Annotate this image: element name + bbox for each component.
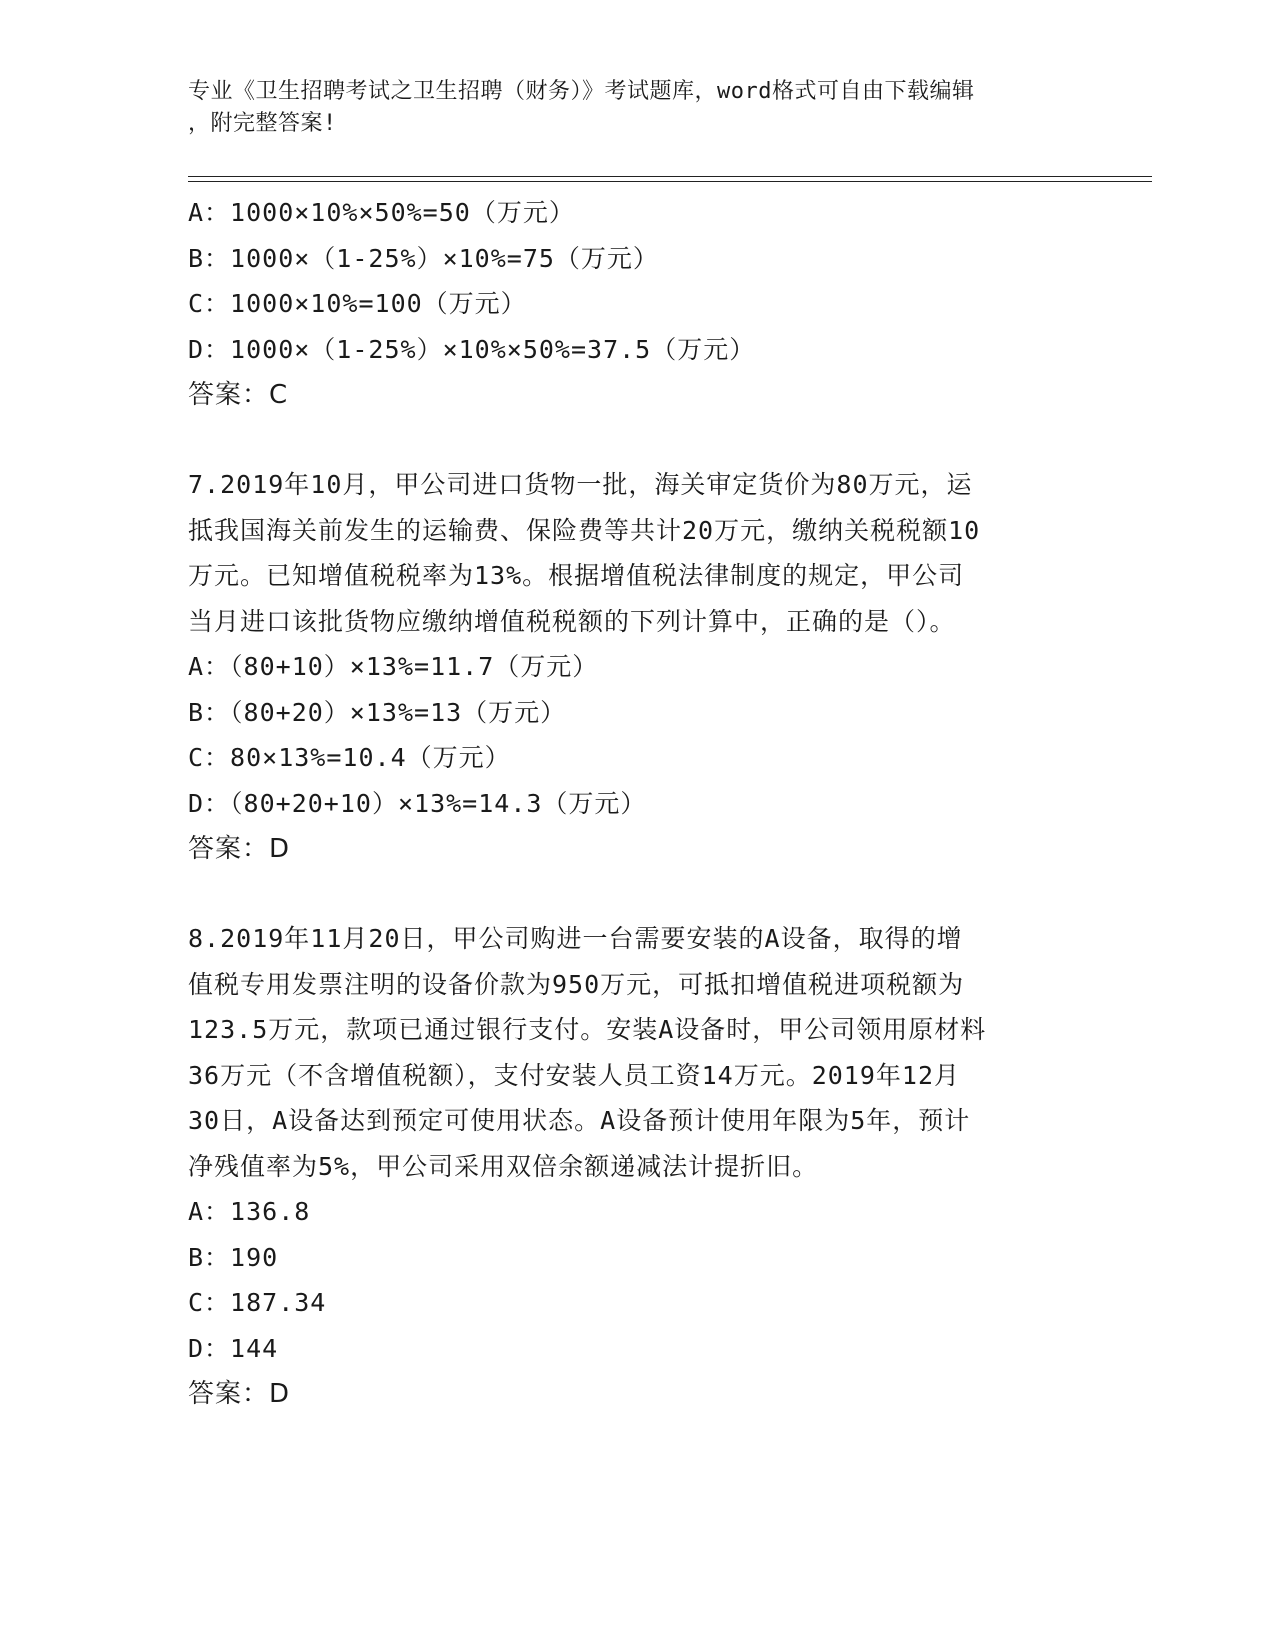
question-7 bbox=[188, 462, 1088, 872]
question-6 bbox=[188, 190, 1088, 418]
document-body bbox=[188, 190, 1088, 1417]
document-header bbox=[188, 76, 1068, 140]
header-divider-bottom bbox=[188, 181, 1152, 182]
header-line-1: 专业《卫生招聘考试之卫生招聘（财务）》考试题库，word格式可自由下载编辑 bbox=[188, 79, 975, 104]
option-b: B：1000×（1-25%）×10%=75（万元） bbox=[188, 243, 659, 273]
header-divider-top bbox=[188, 176, 1152, 177]
option-c: C：187.34 bbox=[188, 1288, 327, 1317]
option-a: A：（80+10）×13%=11.7（万元） bbox=[188, 652, 599, 681]
question-stem-line: 8.2019年11月20日，甲公司购进一台需要安装的A设备，取得的增 bbox=[188, 924, 963, 953]
option-c: C：1000×10%=100（万元） bbox=[188, 289, 527, 318]
answer-line: 答案：C bbox=[188, 380, 289, 410]
option-b: B：（80+20）×13%=13（万元） bbox=[188, 697, 567, 727]
question-8 bbox=[188, 916, 1088, 1417]
question-stem-line: 抵我国海关前发生的运输费、保险费等共计20万元，缴纳关税税额10 bbox=[188, 515, 981, 545]
option-d: D：144 bbox=[188, 1333, 279, 1363]
question-stem-line: 万元。已知增值税税率为13%。根据增值税法律制度的规定，甲公司 bbox=[188, 561, 965, 590]
option-d: D：（80+20+10）×13%=14.3（万元） bbox=[188, 788, 647, 818]
answer-line: 答案：D bbox=[188, 1379, 291, 1409]
option-d: D：1000×（1-25%）×10%×50%=37.5（万元） bbox=[188, 334, 756, 364]
question-stem-line: 净残值率为5%，甲公司采用双倍余额递减法计提折旧。 bbox=[188, 1151, 819, 1181]
question-stem-line: 当月进口该批货物应缴纳增值税税额的下列计算中，正确的是（）。 bbox=[188, 606, 956, 636]
question-stem-line: 123.5万元，款项已通过银行支付。安装A设备时，甲公司领用原材料 bbox=[188, 1015, 987, 1044]
spacer bbox=[188, 418, 1088, 462]
question-stem-line: 7.2019年10月，甲公司进口货物一批，海关审定货价为80万元，运 bbox=[188, 470, 973, 499]
option-c: C：80×13%=10.4（万元） bbox=[188, 743, 511, 772]
question-stem-line: 30日，A设备达到预定可使用状态。A设备预计使用年限为5年，预计 bbox=[188, 1106, 971, 1135]
header-line-2: ，附完整答案! bbox=[188, 111, 337, 136]
option-a: A：1000×10%×50%=50（万元） bbox=[188, 198, 575, 227]
option-a: A：136.8 bbox=[188, 1197, 311, 1226]
spacer bbox=[188, 872, 1088, 916]
question-stem-line: 值税专用发票注明的设备价款为950万元，可抵扣增值税进项税额为 bbox=[188, 969, 965, 999]
question-stem-line: 36万元（不含增值税额），支付安装人员工资14万元。2019年12月 bbox=[188, 1060, 961, 1090]
answer-line: 答案：D bbox=[188, 834, 291, 864]
option-b: B：190 bbox=[188, 1242, 279, 1272]
